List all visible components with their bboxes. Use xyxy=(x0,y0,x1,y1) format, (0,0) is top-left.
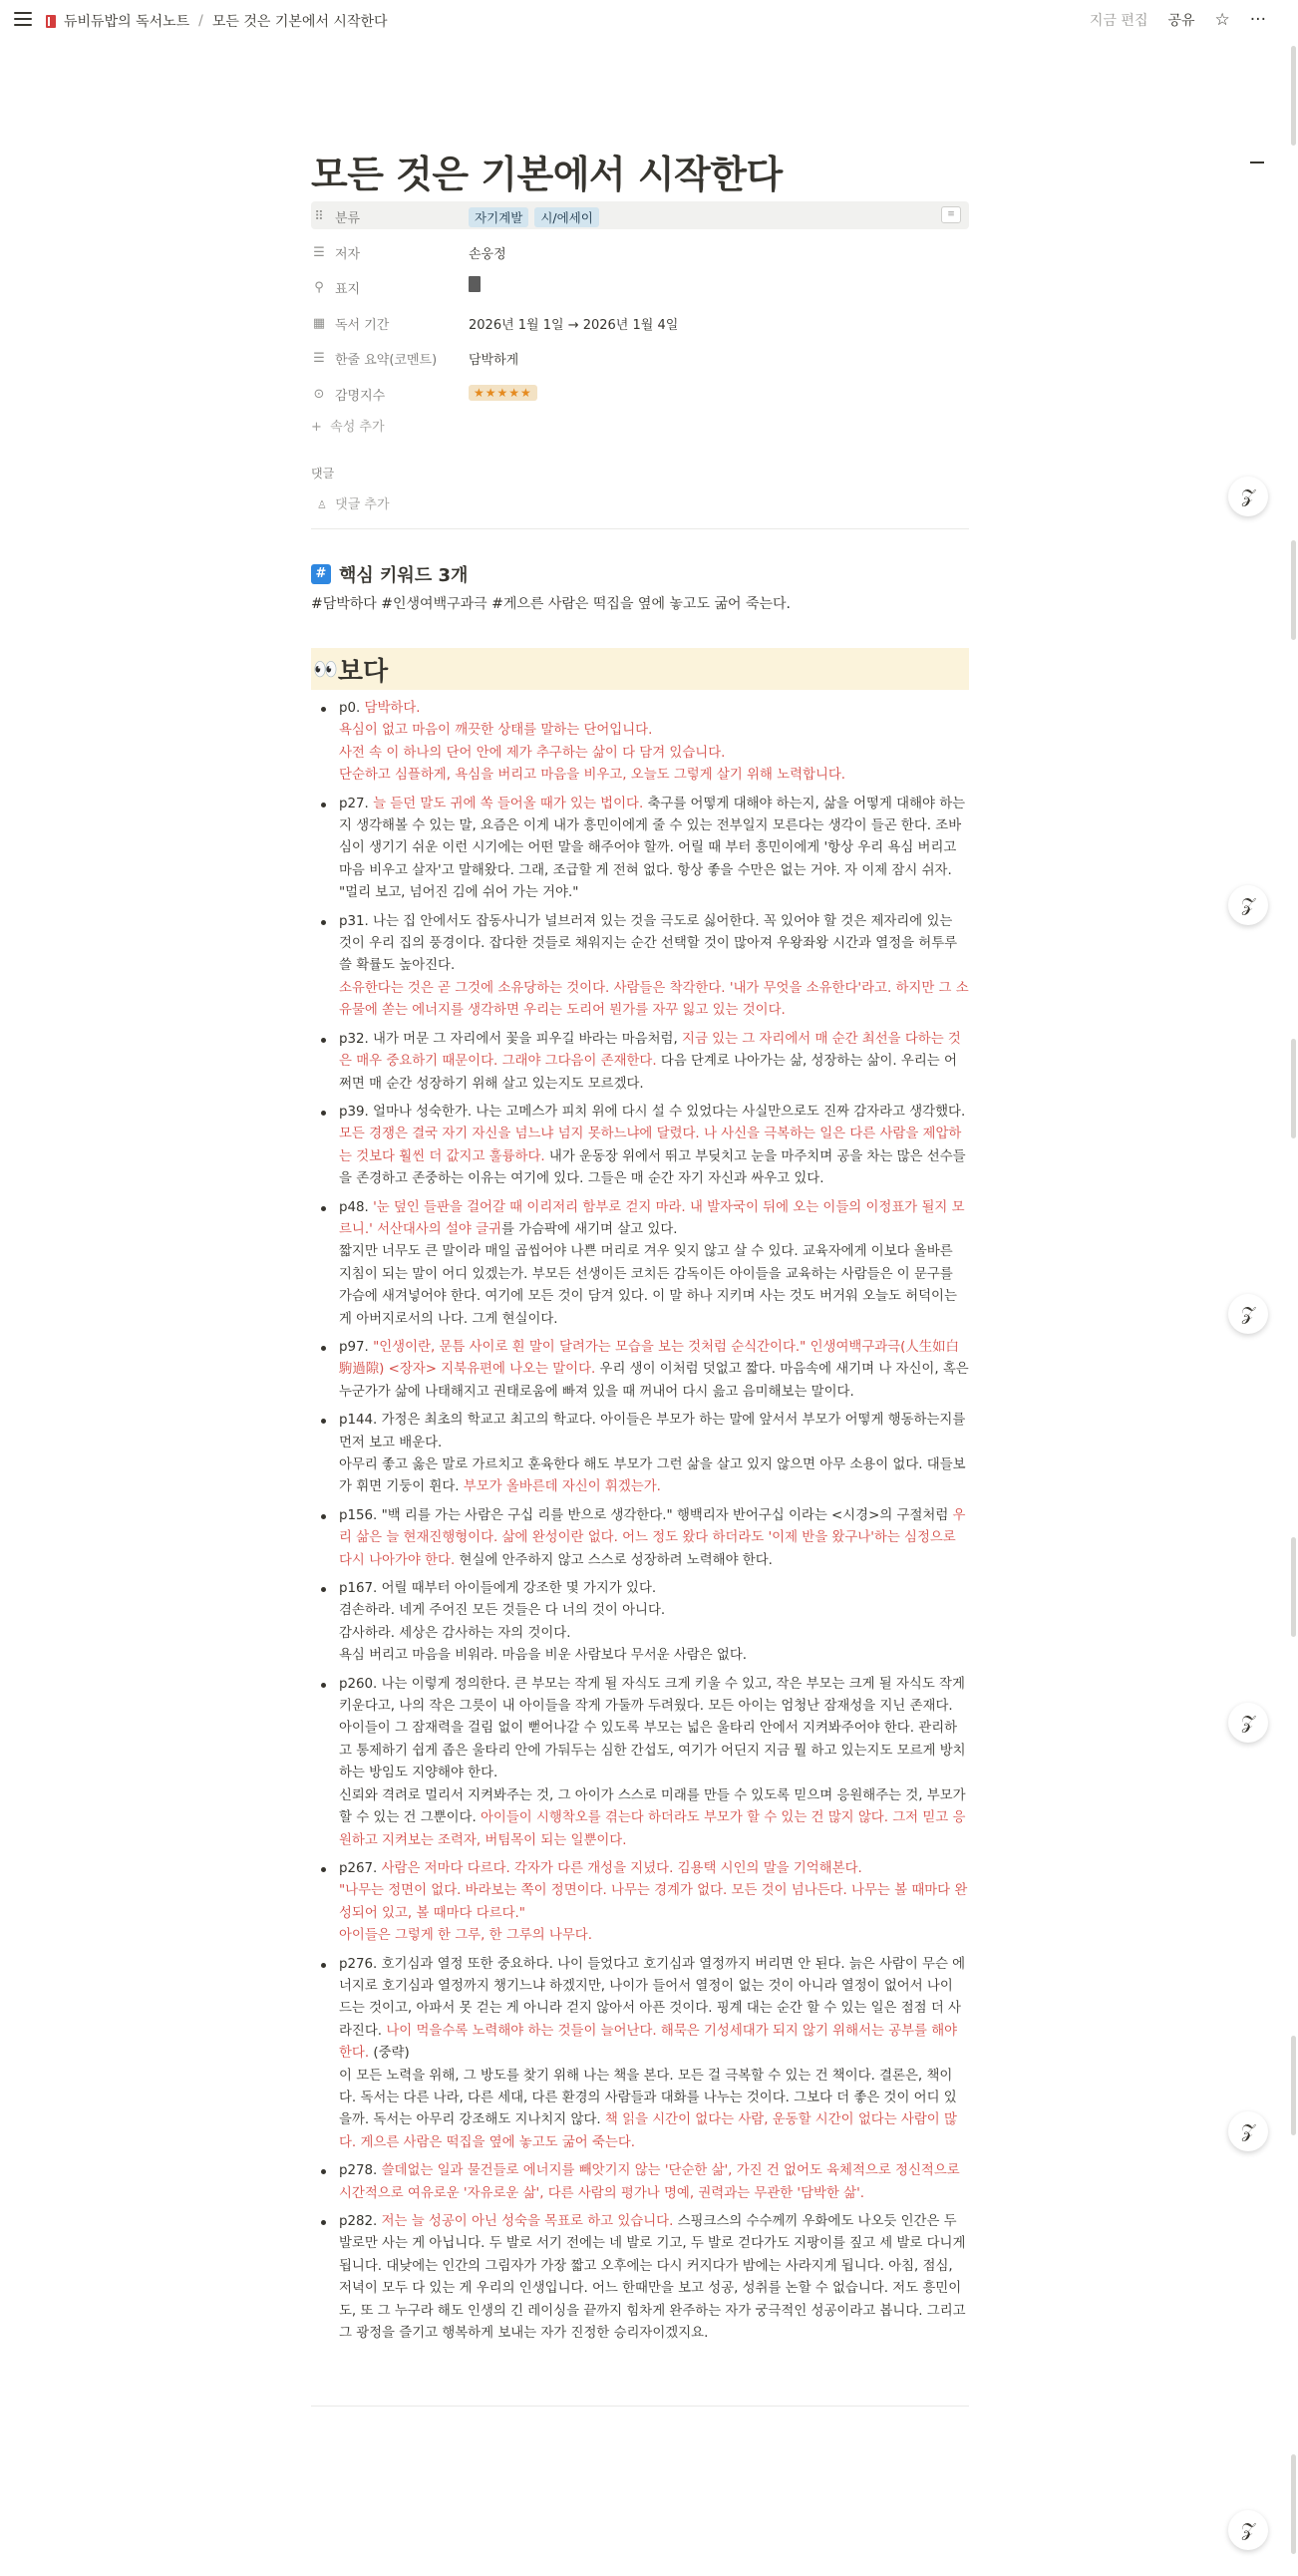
text-lines-icon: ☰ xyxy=(313,351,325,366)
highlight-text: 늘 듣던 말도 귀에 쏙 들어올 때가 있는 법이다. xyxy=(373,796,644,811)
note-text: p32. 내가 머문 그 자리에서 꽃을 피우길 바라는 마음처럼, xyxy=(339,1031,683,1047)
highlight-text: 담박하다. xyxy=(364,701,421,716)
section-callout[interactable] xyxy=(311,648,969,690)
note-text: p156. "백 리를 가는 사람은 구십 리를 반으로 생각한다." 행백리자 반어구십 이라는 <시경>의 구절처럼 xyxy=(339,1507,953,1523)
note-text: p260. 나는 이렇게 정의한다. 큰 부모는 작게 될 자식도 크게 키울 수 있고, 작은 부모는 크게 될 자식도 작게 키운다고, 나의 작은 그릇이 내 아이들을 작게 가둘까 두려웠다. 모든 아이는 엄청난 잠재성을 지닌 존재다. 아이들이 그 잠재력을 걸림 없이 뻗어나갈 수 있도록 부모는 넓은 울타리 안에서 지켜봐주어야 한다. 관리하고 통제하기 쉽게 좁은 울타리 안에 가둬두는 심한 간섭도, 여기가 어딘지 지금 뭘 하고 있는지도 모르게 방치하는 방임도 지양해야 한다. xyxy=(339,1676,966,1781)
note-text: 축구를 어떻게 대해야 하는지, 삶을 어떻게 대해야 하는지 생각해볼 수 있는 말, 요즘은 이게 내가 흥민이에게 줄 수 있는 전부일지 모른다는 생각이 들곤 한다. 조바심이 생기기 쉬운 이런 시기에는 어떤 말을 해주어야 할까. 어릴 때 부터 흥민이에게 '항상 우리 욕심 버리고 마음 비우고 살자'고 말해왔다. 그래, 조급할 게 전혀 없다. 항상 좋을 수만은 없는 거야. 자 이제 잠시 쉬자. "멀리 보고, 넘어진 김에 쉬어 가는 거야." xyxy=(339,796,966,901)
list-item[interactable] xyxy=(339,1578,969,1668)
add-property-label: 속성 추가 xyxy=(330,420,385,435)
scroll-thumb[interactable] xyxy=(1291,540,1296,640)
highlight-text: 나이 먹을수록 노력해야 하는 것들이 늘어난다. 해묵은 기성세대가 되지 않기 위해서는 공부를 해야한다. xyxy=(339,2023,958,2062)
ai-assistant-icon[interactable]: 𝒵 xyxy=(1228,2111,1268,2151)
note-text: p0. xyxy=(339,701,365,716)
ai-assistant-icon[interactable]: 𝒵 xyxy=(1228,1294,1268,1334)
notes-list xyxy=(311,698,969,2351)
keywords-heading-text: 핵심 키워드 3개 xyxy=(339,565,469,586)
list-item[interactable] xyxy=(339,1410,969,1499)
highlight-text: 책 읽을 시간이 없다는 사람, 운동할 시간이 없다는 사람이 많다. 게으른 사람은 떡집을 옆에 놓고도 굶어 죽는다. xyxy=(339,2112,957,2150)
property-summary[interactable] xyxy=(311,343,969,371)
list-item[interactable] xyxy=(339,1337,969,1404)
note-text: p282. xyxy=(339,2214,382,2229)
property-cover-label: 표지 xyxy=(335,282,361,297)
note-text: 겸손하라. 네게 주어진 모든 것들은 다 너의 것이 아니다. xyxy=(339,1603,666,1619)
hash-icon: # xyxy=(311,564,331,584)
property-cover[interactable] xyxy=(311,272,969,300)
keywords-text[interactable]: #담박하다 #인생여백구과극 #게으른 사람은 떡집을 옆에 놓고도 굶어 죽는다. xyxy=(311,596,791,612)
note-text: 현실에 안주하지 않고 스스로 성장하려 노력해야 한다. xyxy=(455,1552,773,1568)
attachment-icon: ⚲ xyxy=(314,280,324,295)
list-item[interactable] xyxy=(339,1858,969,1948)
note-text: p31. 나는 집 안에서도 잡동사니가 널브러져 있는 것을 극도로 싫어한다. 꼭 있어야 할 것은 제자리에 있는 것이 우리 집의 풍경이다. 잡다한 것들로 채워지는 순간 선택할 것이 많아져 우왕좌왕 시간과 열정을 허투루 쓸 확률도 높아진다. xyxy=(339,913,958,974)
plus-icon: + xyxy=(311,420,322,435)
property-label xyxy=(311,243,360,262)
property-category[interactable] xyxy=(311,201,969,229)
property-author-value[interactable]: 손웅정 xyxy=(469,247,506,262)
select-icon: ⊙ xyxy=(313,387,325,402)
list-item[interactable] xyxy=(339,794,969,905)
list-item[interactable] xyxy=(339,1029,969,1096)
ai-assistant-icon[interactable]: 𝒵 xyxy=(1228,885,1268,925)
list-item[interactable] xyxy=(339,1954,969,2155)
highlight-text: "인생이란, 문틈 사이로 흰 말이 달려가는 모습을 보는 것처럼 순식간이다." 인생여백구과극(人生如白駒過隙) <장자> 지북유편에 나오는 말이다. xyxy=(339,1339,959,1378)
highlight-text: 욕심이 없고 마음이 깨끗한 상태를 말하는 단어입니다. xyxy=(339,723,653,739)
property-category-value[interactable] xyxy=(469,207,605,227)
text-lines-icon: ☰ xyxy=(313,245,325,260)
property-rating-value[interactable] xyxy=(469,385,537,401)
page-title[interactable]: 모든 것은 기본에서 시작한다 xyxy=(311,153,783,196)
note-text: 감사하라. 세상은 감사하는 자의 것이다. xyxy=(339,1625,571,1641)
property-summary-value[interactable]: 담박하게 xyxy=(469,353,519,368)
highlight-text: 모든 경쟁은 결국 자기 자신을 넘느냐 넘지 못하느냐에 달렸다. 나 사신을 극복하는 일은 다른 사람을 제압하는 것보다 훨씬 더 값지고 훌륭하다. xyxy=(339,1127,962,1164)
note-text: p144. 가정은 최초의 학교고 최고의 학교다. 아이들은 부모가 하는 말에 앞서서 부모가 어떻게 행동하는지를 먼저 보고 배운다. xyxy=(339,1413,966,1450)
note-text: p39. 얼마나 성숙한가. 나는 고메스가 피치 위에 다시 설 수 있었다는 사실만으로도 진짜 감자라고 생각했다. xyxy=(339,1104,966,1120)
eyes-icon: 👀 xyxy=(313,657,334,681)
highlight-text: 아이들은 그렇게 한 그루, 한 그루의 나무다. xyxy=(339,1928,592,1944)
ai-assistant-icon[interactable]: 𝒵 xyxy=(1228,2510,1268,2550)
list-item[interactable] xyxy=(339,911,969,1023)
highlight-text: 소유한다는 것은 곧 그것에 소유당하는 것이다. 사람들은 착각한다. '내가 무엇을 소유한다'라고. 하지만 그 소유물에 쏟는 에너지를 생각하면 우리는 도리어 뭔가를 자꾸 잃고 있는 것이다. xyxy=(339,980,969,1019)
property-category-label: 분류 xyxy=(335,211,361,226)
note-text: p276. 호기심과 열정 또한 중요하다. 나이 들었다고 호기심과 열정까지 버리면 안 된다. 늙은 사람이 무슨 에너지로 호기심과 열정까지 챙기느냐 하겠지만, 나이가 들어서 열정이 없는 것이 아니라 열정이 없어서 나이 드는 것이고, 아파서 못 걷는 게 아니라 걷지 않아서 아픈 것이다. 핑계 대는 순간 할 수 있는 일은 점점 더 사라진다. xyxy=(339,1956,966,2039)
note-text: 우리 생이 이처럼 덧없고 짧다. 마음속에 새기며 나 자신이, 혹은 누군가가 삶에 나태해지고 권태로움에 빠져 있을 때 꺼내어 다시 읊고 음미해보는 말이다. xyxy=(339,1362,969,1400)
scrollbar[interactable] xyxy=(1286,42,1298,2576)
note-text: 짧지만 너무도 큰 말이라 매일 곱씹어야 나쁜 머리로 겨우 잊지 않고 살 수 있다. 교육자에게 이보다 올바른 지침이 되는 말이 어디 있겠는가. 부모든 선생이든 코치든 감독이든 아이들을 교육하는 사람들은 이 문구를 가슴에 새겨넣어야 한다. 여기에 모든 것이 담겨 있다. 이 말 하나 지키며 사는 것도 버거워 오늘도 허덕이는 게 아버지로서의 나다. 그게 현실이다. xyxy=(339,1244,957,1327)
tag-self-development[interactable]: 자기계발 xyxy=(469,207,528,227)
property-period[interactable] xyxy=(311,308,969,336)
property-label xyxy=(311,207,360,226)
property-rating[interactable] xyxy=(311,379,969,407)
note-text: p278. xyxy=(339,2163,382,2179)
note-text: 를 가슴팍에 새기며 살고 있다. xyxy=(501,1221,678,1237)
highlight-text: 쓸데없는 일과 물건들로 에너지를 빼앗기지 않는 '단순한 삶', 가진 건 없어도 육체적으로 정신적으로 시간적으로 여유로운 '자유로운 삶', 다른 사람의 평가나 명예, 권력과는 무관한 '담박한 삶'. xyxy=(339,2163,960,2201)
add-property-button[interactable] xyxy=(311,416,385,435)
note-text: p97. xyxy=(339,1339,374,1355)
table-of-contents-icon[interactable] xyxy=(1250,161,1264,163)
property-summary-label: 한줄 요약(코멘트) xyxy=(335,353,438,368)
property-author[interactable] xyxy=(311,237,969,265)
book-icon xyxy=(46,15,56,28)
property-label xyxy=(311,314,389,333)
highlight-text: "나무는 정면이 없다. 바라보는 쪽이 정면이다. 나무는 경계가 없다. 모든 것이 넘나든다. 나무는 볼 때마다 완성되어 있고, 볼 때마다 다르다." xyxy=(339,1883,968,1921)
list-item[interactable] xyxy=(339,1102,969,1191)
list-item[interactable] xyxy=(339,1197,969,1331)
property-cover-value[interactable] xyxy=(469,278,481,294)
drag-handle-icon[interactable]: ⠿ xyxy=(314,209,324,224)
tag-poetry-essay[interactable]: 시/에세이 xyxy=(534,207,599,227)
highlight-text: 단순하고 심플하게, 욕심을 버리고 마음을 비우고, 오늘도 그렇게 살기 위해 노력합니다. xyxy=(339,768,846,784)
divider xyxy=(311,528,969,529)
note-text: p48. xyxy=(339,1199,374,1215)
highlight-text: 우리 삶은 늘 현재진행형이다. 삶에 완성이란 없다. 어느 정도 왔다 하더라도 '이제 반을 왔구나'하는 심정으로 다시 나아가야 한다. xyxy=(339,1507,966,1568)
scroll-thumb[interactable] xyxy=(1291,1537,1296,1637)
note-text: 내가 운동장 위에서 뛰고 부딪치고 눈을 마주치며 공을 차는 많은 선수들을 존경하고 존중하는 이유는 여기에 있다. 그들은 매 순간 자기 자신과 싸우고 있다. xyxy=(339,1148,966,1187)
property-label xyxy=(311,278,360,297)
section-title: 보다 xyxy=(337,656,389,687)
calendar-icon: ▦ xyxy=(312,316,326,331)
property-rating-label: 감명지수 xyxy=(335,389,386,404)
note-text: p267. xyxy=(339,1860,382,1876)
property-author-label: 저자 xyxy=(335,247,361,262)
breadcrumb-workspace[interactable]: 듀비듀밥의 독서노트 xyxy=(64,14,190,30)
highlight-text: 아이들이 시행착오를 겪는다 하더라도 부모가 할 수 있는 건 많지 않다. 그저 믿고 응원하고 지켜보는 조력자, 버팀목이 되는 일뿐이다. xyxy=(339,1810,966,1848)
list-item[interactable] xyxy=(339,2160,969,2205)
note-text: 아무리 좋고 옳은 말로 가르치고 훈육한다 해도 부모가 그런 삶을 살고 있지 않으면 아무 소용이 없다. 대들보가 휘면 기둥이 휜다. xyxy=(339,1457,966,1495)
add-comment-button[interactable] xyxy=(317,493,390,512)
ai-assistant-icon[interactable]: 𝒵 xyxy=(1228,477,1268,516)
property-period-label: 독서 기간 xyxy=(335,318,390,333)
list-item[interactable] xyxy=(339,2211,969,2345)
note-text: p27. xyxy=(339,796,374,811)
edited-status: 지금 편집 xyxy=(1089,13,1148,29)
scroll-thumb[interactable] xyxy=(1291,46,1296,146)
breadcrumb-page[interactable]: 모든 것은 기본에서 시작한다 xyxy=(211,14,388,30)
comments-heading: 댓글 xyxy=(311,467,335,481)
highlight-text: 저는 늘 성공이 아닌 성숙을 목표로 하고 있습니다. xyxy=(381,2214,674,2229)
property-period-value[interactable]: 2026년 1월 1일 → 2026년 1월 4일 xyxy=(469,318,679,333)
top-bar xyxy=(0,0,1286,42)
highlight-text: '눈 덮인 들판을 걸어갈 때 이리저리 함부로 걷지 마라. 내 발자국이 뒤에 오는 이들의 이정표가 될지 모르니.' 서산대사의 설야 글귀 xyxy=(339,1199,965,1237)
cover-thumbnail[interactable] xyxy=(469,276,481,292)
highlight-text: 사람은 저마다 다르다. 각자가 다른 개성을 지녔다. 김용택 시인의 말을 기억해본다. xyxy=(381,1860,862,1876)
note-text: 욕심 버리고 마음을 비워라. 마음을 비운 사람보다 무서운 사람은 없다. xyxy=(339,1648,748,1664)
star-icon[interactable]: ☆ xyxy=(1214,10,1230,30)
ai-assistant-icon[interactable]: 𝒵 xyxy=(1228,1703,1268,1743)
property-label xyxy=(311,385,385,404)
note-text: (중략) xyxy=(369,2046,410,2062)
scroll-thumb[interactable] xyxy=(1291,2036,1296,2135)
note-text: 이 모든 노력을 위해, 그 방도를 찾기 위해 나는 책을 본다. 모든 걸 극복할 수 있는 건 책이다. 결론은, 책이다. 독서는 다른 나라, 다른 세대, 다른 환경의 사람들과 대화를 나누는 것이다. 그보다 더 좋은 것이 어디 있을까. 독서는 아무리 강조해도 지나치지 않다. xyxy=(339,2068,957,2128)
list-item[interactable] xyxy=(339,698,969,788)
add-comment-label: 댓글 추가 xyxy=(335,497,390,512)
note-text: 스핑크스의 수수께끼 우화에도 나오듯 인간은 두 발로만 사는 게 아닙니다. 두 발로 서기 전에는 네 발로 기고, 두 발로 걷다가도 지팡이를 짚고 세 발로 다니게 됩니다. 대낮에는 인간의 그림자가 가장 짧고 오후에는 다시 커지다가 밤에는 사라지게 됩니다. 아침, 점심, 저녁이 모두 다 있는 게 우리의 인생입니다. 어느 한때만을 보고 성공, 성취를 논할 수 없습니다. 저도 흥민이도, 또 그 누구라 해도 인생의 긴 레이싱을 끝까지 힘차게 완주하는 자가 궁극적인 성공이라고 봅니다. 그리고 그 광정을 즐기고 행복하게 보내는 자가 진정한 승리자이겠지요. xyxy=(339,2214,966,2342)
property-label xyxy=(311,349,437,368)
breadcrumb xyxy=(46,11,388,31)
share-button[interactable]: 공유 xyxy=(1167,13,1195,29)
menu-icon[interactable] xyxy=(14,12,32,26)
highlight-text: 지금 있는 그 자리에서 매 순간 최선을 다하는 것은 매우 중요하기 때문이다. 그래야 그다음이 존재한다. xyxy=(339,1031,961,1070)
comment-icon[interactable]: ≡ xyxy=(941,206,961,223)
breadcrumb-separator: / xyxy=(198,13,203,29)
keywords-heading[interactable] xyxy=(311,561,468,587)
note-text: p167. 어릴 때부터 아이들에게 강조한 몇 가지가 있다. xyxy=(339,1581,657,1597)
list-item[interactable] xyxy=(339,1505,969,1572)
list-item[interactable] xyxy=(339,1674,969,1852)
divider xyxy=(311,2406,969,2407)
more-icon[interactable]: ··· xyxy=(1249,10,1266,30)
rating-stars[interactable]: ★★★★★ xyxy=(469,385,537,401)
scroll-thumb[interactable] xyxy=(1291,1039,1296,1138)
top-actions xyxy=(1090,10,1266,30)
scroll-thumb[interactable] xyxy=(1291,2454,1296,2554)
note-text: 신뢰와 격려로 멀리서 지켜봐주는 것, 그 아이가 스스로 미래를 만들 수 있도록 믿으며 응원해주는 것, 부모가 할 수 있는 건 그뿐이다. xyxy=(339,1787,966,1826)
note-text: 다음 단계로 나아가는 삶, 성장하는 삶이. 우리는 어쩌면 매 순간 성장하기 위해 살고 있는지도 모르겠다. xyxy=(339,1054,957,1092)
avatar: ♙ xyxy=(317,498,327,511)
highlight-text: 사전 속 이 하나의 단어 안에 제가 추구하는 삶이 다 담겨 있습니다. xyxy=(339,745,726,761)
highlight-text: 부모가 올바른데 자신이 휘겠는가. xyxy=(463,1479,661,1495)
